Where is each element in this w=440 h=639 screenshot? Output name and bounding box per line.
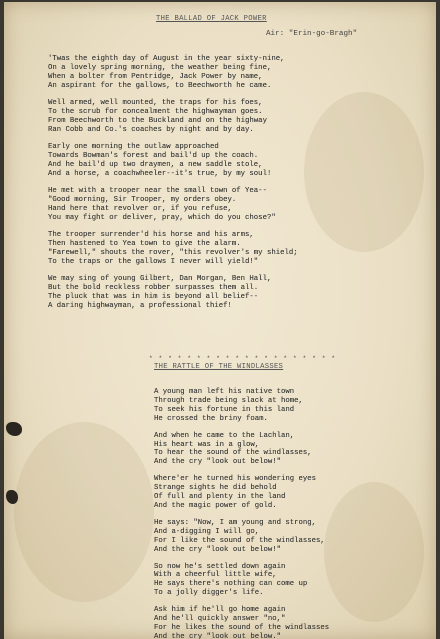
stanza xyxy=(154,519,424,555)
verse-line: Then hastened to Yea town to give the alarm. xyxy=(48,240,241,248)
verse-line: To seek his fortune in this land xyxy=(154,405,295,414)
verse-line: Well armed, well mounted, the traps for his foes, xyxy=(48,99,263,107)
verse-line: He says: "Now, I am young and strong, xyxy=(154,518,317,527)
verse-line: But the bold reckless robber surpasses them all. xyxy=(48,284,259,292)
verse-line: And a-digging I will go, xyxy=(154,527,260,536)
verse-line: He met with a trooper near the small town of Yea-- xyxy=(48,187,267,195)
verse-line: Of full and plenty in the land xyxy=(154,493,286,502)
song-title: THE RATTLE OF THE WINDLASSES xyxy=(154,363,284,371)
verse-line: To the scrub for concealment the highwayman goes. xyxy=(48,108,263,116)
verse-line: And he bail'd up two draymen, a new saddle stole, xyxy=(48,161,263,169)
verse-line: Hand here that revolver or, if you refuse, xyxy=(48,205,232,213)
verse-line: His heart was in a glow, xyxy=(154,440,260,449)
verse-line: On a lovely spring morning, the weather being fine, xyxy=(48,64,272,72)
verse-line: "Farewell," shouts the rover, "this revolver's my shield; xyxy=(48,249,298,257)
verse-line: To the traps or the gallows I never will yield!" xyxy=(48,258,259,266)
verse-line: And the cry "look out below!" xyxy=(154,458,281,467)
verse-line: For I like the sound of the windlasses, xyxy=(154,536,325,545)
stanza xyxy=(48,55,418,91)
verse-line: Strange sights he did behold xyxy=(154,484,277,493)
verse-line: So now he's settled down again xyxy=(154,562,286,571)
verse-line: Towards Bowman's forest and bail'd up the coach. xyxy=(48,152,259,160)
verse-line: 'Twas the eighth day of August in the year sixty-nine, xyxy=(48,55,285,63)
stanza xyxy=(48,143,418,179)
verse-line: And a horse, a coachwheeler--it's true, by my soul! xyxy=(48,170,272,178)
song-title: THE BALLAD OF JACK POWER xyxy=(156,15,267,23)
verse-line: "Good morning, Sir Trooper, my orders obey. xyxy=(48,196,237,204)
stanza xyxy=(154,432,424,468)
asterisk-divider: * * * * * * * * * * * * * * * * * * * * xyxy=(149,355,337,362)
stanza xyxy=(48,275,418,311)
verse-line: And he'll quickly answer "no," xyxy=(154,615,286,624)
verse-line: He crossed the briny foam. xyxy=(154,414,268,423)
stanza xyxy=(48,231,418,267)
stanza xyxy=(154,563,424,599)
verse-line: To hear the sound of the windlasses, xyxy=(154,449,312,458)
stanza xyxy=(154,606,424,639)
stanza xyxy=(154,388,424,424)
stanza xyxy=(48,99,418,135)
verse-line: You may fight or deliver, pray, which do you chose?" xyxy=(48,214,276,222)
verse-line: The trooper surrender'd his horse and his arms, xyxy=(48,231,254,239)
verse-line: And the cry "look out below." xyxy=(154,632,281,639)
verse-line: A daring highwayman, a professional thief! xyxy=(48,302,232,310)
verse-line: We may sing of young Gilbert, Dan Morgan, Ben Hall, xyxy=(48,275,272,283)
verse-line: To a jolly digger's life. xyxy=(154,589,264,598)
poem-windlasses xyxy=(154,388,424,639)
verse-line: Through trade being slack at home, xyxy=(154,396,303,405)
verse-line: With a cheerful little wife, xyxy=(154,571,277,580)
air-note: Air: "Erin-go-Bragh" xyxy=(266,30,358,38)
verse-line: From Beechworth to the Buckland and on the highway xyxy=(48,117,267,125)
verse-line: And the cry "look out below!" xyxy=(154,545,281,554)
verse-line: Ran Cobb and Co.'s coaches by night and by day. xyxy=(48,126,254,134)
typed-page xyxy=(4,2,436,639)
verse-line: And when he came to the Lachlan, xyxy=(154,431,295,440)
verse-line: And the magic power of gold. xyxy=(154,501,277,510)
paper-stain xyxy=(14,422,154,602)
verse-line: For he likes the sound of the windlasses xyxy=(154,623,330,632)
stanza xyxy=(48,187,418,223)
verse-line: He says there's nothing can come up xyxy=(154,580,308,589)
stanza xyxy=(154,475,424,511)
verse-line: Early one morning the outlaw approached xyxy=(48,143,219,151)
verse-line: The pluck that was in him is beyond all belief-- xyxy=(48,293,259,301)
verse-line: When a bolter from Pentridge, Jack Power by name, xyxy=(48,73,263,81)
verse-line: Where'er he turned his wondering eyes xyxy=(154,475,317,484)
verse-line: An aspirant for the gallows, to Beechworth he came. xyxy=(48,82,272,90)
punch-hole-damage xyxy=(6,422,22,436)
verse-line: Ask him if he'll go home again xyxy=(154,606,286,615)
verse-line: A young man left his native town xyxy=(154,388,295,396)
punch-hole-damage xyxy=(6,490,18,504)
poem-jack-power xyxy=(48,55,418,311)
